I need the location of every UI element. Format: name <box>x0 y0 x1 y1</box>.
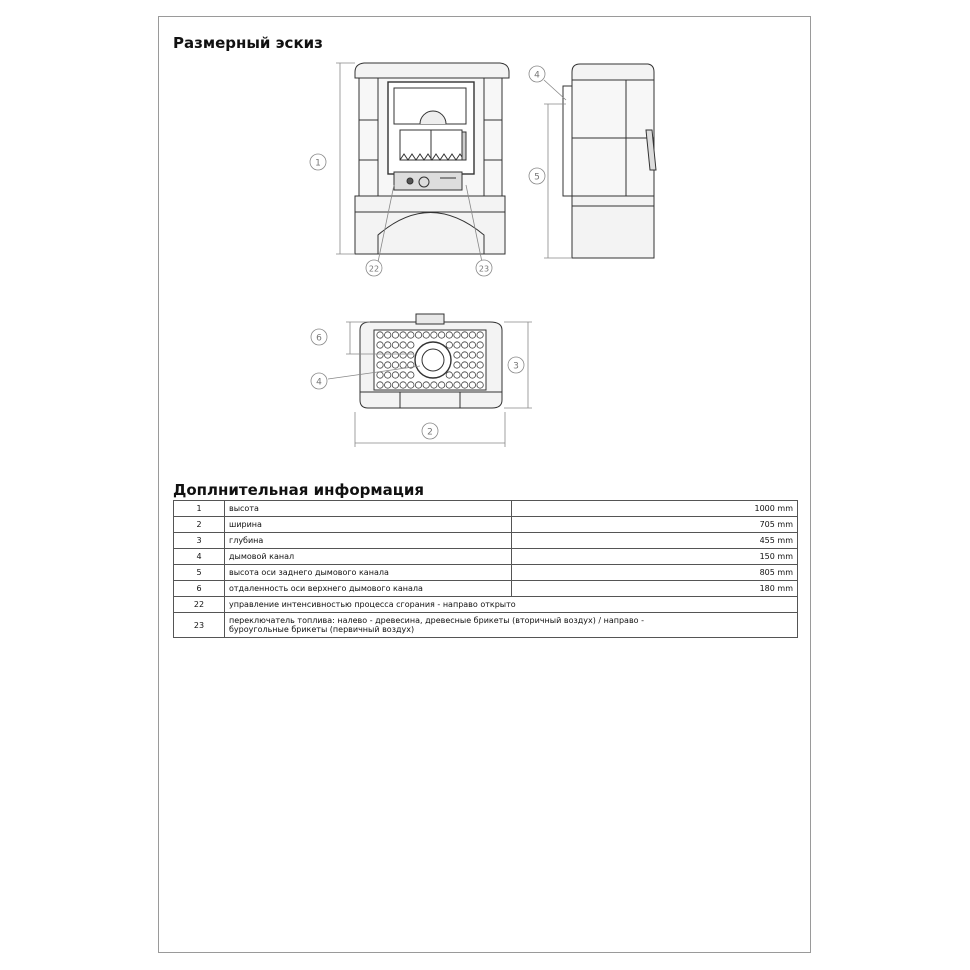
front-view <box>355 63 509 254</box>
table-row <box>174 613 798 638</box>
callout-4-top-label: 4 <box>316 377 322 388</box>
callout-22 <box>366 260 382 276</box>
row-description: высота <box>225 501 512 517</box>
table-row <box>174 597 798 613</box>
callout-23-label: 23 <box>478 264 490 274</box>
table-row <box>174 565 798 581</box>
row-number: 1 <box>174 501 225 517</box>
callout-1 <box>310 154 326 170</box>
row-number: 6 <box>174 581 225 597</box>
callout-6-label: 6 <box>316 333 322 344</box>
sketch-title: Размерный эскиз <box>173 34 323 52</box>
top-view <box>360 314 502 408</box>
row-number: 22 <box>174 597 225 613</box>
table-row <box>174 501 798 517</box>
spec-table <box>173 500 798 638</box>
callout-22-label: 22 <box>368 264 380 274</box>
row-value: 455 mm <box>511 533 798 549</box>
row-description: отдаленность оси верхнего дымового канала <box>225 581 512 597</box>
callout-6 <box>311 329 327 345</box>
row-description: переключатель топлива: налево - древесина, древесные брикеты (вторичный воздух) / направо - буроугольные брикеты (первичный воздух) <box>225 613 798 638</box>
callout-4-top <box>311 373 327 389</box>
row-description: дымовой канал <box>225 549 512 565</box>
table-row <box>174 517 798 533</box>
callout-23 <box>476 260 492 276</box>
row-description: глубина <box>225 533 512 549</box>
row-value: 180 mm <box>511 581 798 597</box>
callout-2 <box>422 423 438 439</box>
callout-3 <box>508 357 524 373</box>
row-description: управление интенсивностью процесса сгорания - направо открыто <box>225 597 798 613</box>
table-row <box>174 549 798 565</box>
callout-4-side-label: 4 <box>534 70 540 81</box>
callout-5-label: 5 <box>534 172 540 183</box>
row-number: 3 <box>174 533 225 549</box>
row-description: высота оси заднего дымового канала <box>225 565 512 581</box>
callout-2-label: 2 <box>427 427 433 438</box>
info-title: Доплнительная информация <box>173 481 425 499</box>
table-row <box>174 581 798 597</box>
row-number: 5 <box>174 565 225 581</box>
callout-3-label: 3 <box>513 361 519 372</box>
row-number: 2 <box>174 517 225 533</box>
row-description: ширина <box>225 517 512 533</box>
callout-1-label: 1 <box>315 158 321 169</box>
row-number: 23 <box>174 613 225 638</box>
row-value: 150 mm <box>511 549 798 565</box>
row-value: 705 mm <box>511 517 798 533</box>
callout-4-side <box>529 66 545 82</box>
callout-5 <box>529 168 545 184</box>
row-value: 805 mm <box>511 565 798 581</box>
table-row <box>174 533 798 549</box>
row-value: 1000 mm <box>511 501 798 517</box>
side-view <box>563 64 656 258</box>
row-number: 4 <box>174 549 225 565</box>
side-dimensions <box>544 80 572 258</box>
